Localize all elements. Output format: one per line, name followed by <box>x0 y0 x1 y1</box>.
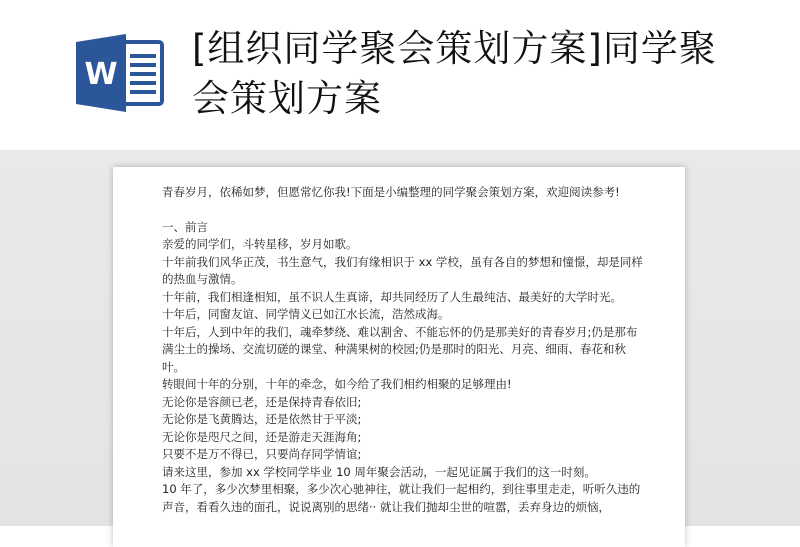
paragraph: 只要不是万不得已，只要尚存同学情谊; <box>162 447 362 461</box>
paragraph-gap <box>162 202 644 219</box>
paragraph: 无论你是咫尺之间，还是游走天涯海角; <box>162 429 362 444</box>
paragraph: 转眼间十年的分别，十年的牵念，如今给了我们相约相聚的足够理由! <box>162 377 512 391</box>
paragraph: 请来这里，参加 xx 学校同学毕业 10 周年聚会活动，一起见证属于我们的这一时刻。 <box>162 464 596 479</box>
page-title: [组织同学聚会策划方案]同学聚会策划方案 <box>192 27 717 120</box>
document-body <box>162 184 644 516</box>
word-icon <box>74 32 166 114</box>
paragraph: 无论你是飞黄腾达，还是依然甘于平淡; <box>162 412 362 426</box>
paragraph: 十年后，同窗友谊、同学情义已如江水长流，浩然成海。 <box>162 307 450 321</box>
document-page <box>113 167 685 547</box>
word-icon-letter: W <box>84 57 118 92</box>
paragraph: 十年前我们风华正茂，书生意气，我们有缘相识于 xx 学校，虽有各自的梦想和憧憬，却是同样的热血与激情。 <box>162 254 643 286</box>
paragraph: 亲爱的同学们，斗转星移，岁月如歌。 <box>162 237 358 251</box>
section-heading: 一、前言 <box>162 219 208 234</box>
document-header <box>0 0 800 150</box>
paragraph: 无论你是容颜已老，还是保持青春依旧; <box>162 394 362 409</box>
paragraph: 十年前，我们相逢相知，虽不识人生真谛，却共同经历了人生最纯洁、最美好的大学时光。 <box>162 289 622 304</box>
paragraph: 十年后，人到中年的我们，魂牵梦绕、难以割舍、不能忘怀的仍是那美好的青春岁月;仍是那布满尘土的操场、交流切磋的课堂、种满果树的校园;仍是那时的阳光、月亮、细雨、春花和秋叶。 <box>162 324 638 374</box>
intro-paragraph: 青春岁月，依稀如梦，但愿常忆你我!下面是小编整理的同学聚会策划方案，欢迎阅读参考! <box>162 185 620 199</box>
paragraph: 10 年了，多少次梦里相聚，多少次心驰神往，就让我们一起相约，到往事里走走，听听久违的声音，看看久违的面孔，说说离别的思绪·· 就让我们抛却尘世的喧嚣，丢弃身边的烦恼， <box>162 482 641 514</box>
